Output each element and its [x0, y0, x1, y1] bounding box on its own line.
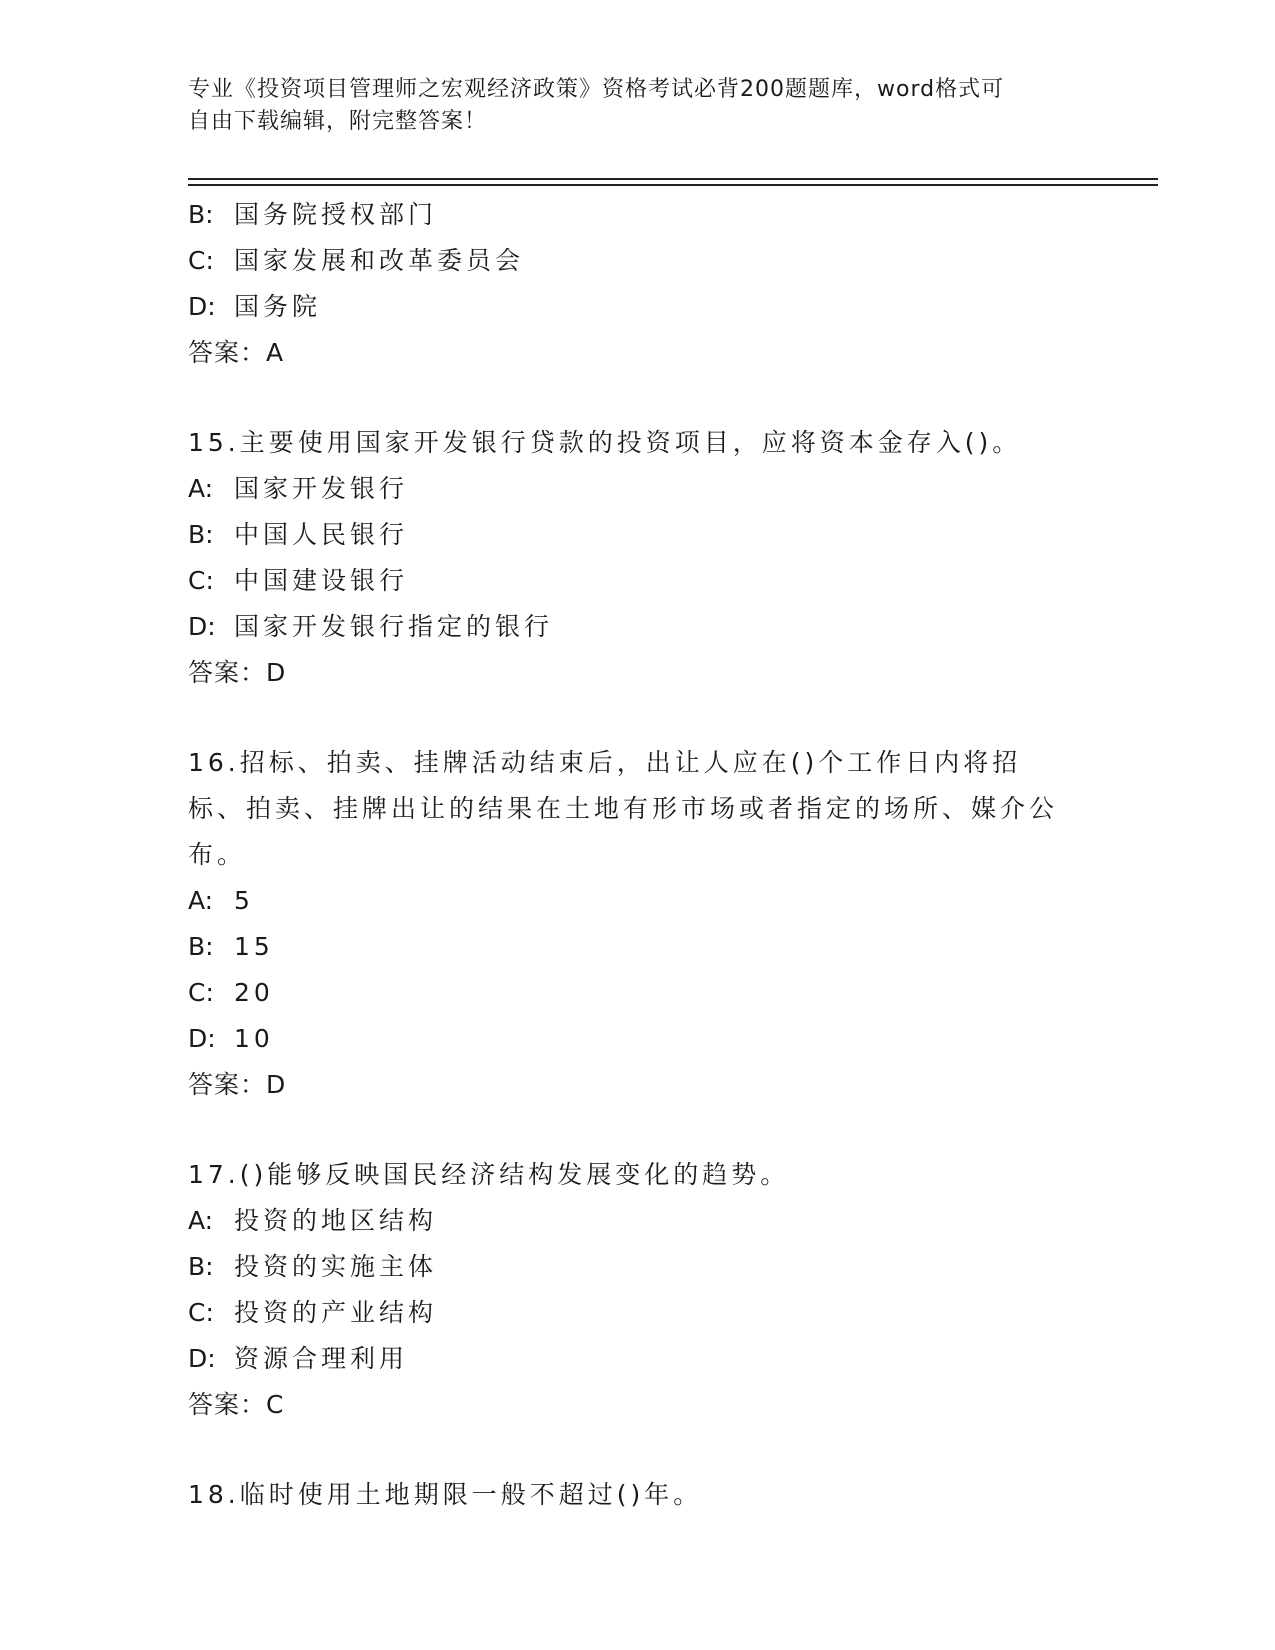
question-title: 16.招标、拍卖、挂牌活动结束后，出让人应在()个工作日内将招标、拍卖、挂牌出让的结果在土地有形市场或者指定的场所、媒介公布。 — [188, 748, 1059, 869]
option-b: B: 国务院授权部门 — [188, 200, 438, 229]
option-c: C: 中国建设银行 — [188, 566, 409, 595]
option-d: D: 国务院 — [188, 292, 322, 321]
option-c: C: 投资的产业结构 — [188, 1298, 438, 1327]
option-d: D: 10 — [188, 1024, 274, 1053]
header-line-1: 专业《投资项目管理师之宏观经济政策》资格考试必背200题题库，word格式可 — [188, 77, 1005, 102]
option-c: C: 20 — [188, 978, 274, 1007]
header-line-2: 自由下载编辑，附完整答案！ — [188, 109, 488, 134]
header-rule-top — [188, 178, 1158, 180]
option-b: B: 中国人民银行 — [188, 520, 409, 549]
option-b: B: 15 — [188, 932, 274, 961]
option-a: A: 5 — [188, 886, 254, 915]
option-d: D: 国家开发银行指定的银行 — [188, 612, 554, 641]
question-list — [188, 192, 1088, 1562]
question-18 — [188, 1472, 1088, 1518]
option-a: A: 投资的地区结构 — [188, 1206, 438, 1235]
answer: 答案：D — [188, 1070, 287, 1099]
answer: 答案：D — [188, 658, 287, 687]
question-16 — [188, 740, 1088, 1108]
option-b: B: 投资的实施主体 — [188, 1252, 438, 1281]
question-14-tail — [188, 192, 1088, 376]
document-header — [188, 74, 1068, 138]
question-title: 15.主要使用国家开发银行贷款的投资项目，应将资本金存入()。 — [188, 428, 1022, 457]
option-c: C: 国家发展和改革委员会 — [188, 246, 525, 275]
header-rule-bottom — [188, 184, 1158, 186]
question-15 — [188, 420, 1088, 696]
option-d: D: 资源合理利用 — [188, 1344, 409, 1373]
question-title: 17.()能够反映国民经济结构发展变化的趋势。 — [188, 1160, 790, 1189]
question-title: 18.临时使用土地期限一般不超过()年。 — [188, 1480, 703, 1509]
answer: 答案：A — [188, 338, 285, 367]
option-a: A: 国家开发银行 — [188, 474, 409, 503]
question-17 — [188, 1152, 1088, 1428]
answer: 答案：C — [188, 1390, 285, 1419]
